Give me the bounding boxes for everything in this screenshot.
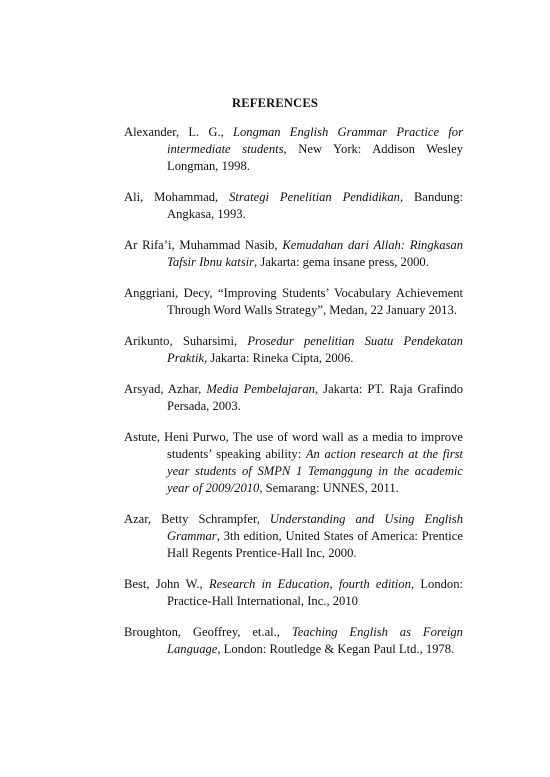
reference-title: Understanding and Using English Grammar bbox=[167, 512, 463, 543]
reference-title: Prosedur penelitian Suatu Pendekatan Praktik, bbox=[167, 334, 463, 365]
reference-text: Azar, Betty Schrampfer, bbox=[124, 512, 270, 526]
reference-list bbox=[124, 124, 463, 672]
reference-publisher: , London: Routledge & Kegan Paul Ltd., 1978. bbox=[217, 642, 455, 656]
reference-publisher: New York: Addison Wesley Longman, 1998. bbox=[167, 142, 464, 173]
reference-title: Teaching English as Foreign Language bbox=[167, 625, 463, 656]
reference-item bbox=[124, 511, 463, 562]
reference-text: Astute, Heni Purwo, The use of word wall as a media to improve students’ speaking ability: bbox=[124, 430, 463, 461]
reference-text: Anggriani, Decy, “Improving Students’ Vocabulary Achievement Through Word Walls Strategy”, Medan, 22 January 2013. bbox=[124, 286, 463, 317]
reference-item bbox=[124, 381, 463, 415]
reference-text: Broughton, Geoffrey, et.al., bbox=[124, 625, 292, 639]
reference-text: Best, John W., bbox=[124, 577, 209, 591]
reference-item bbox=[124, 285, 463, 319]
page-title: REFERENCES bbox=[231, 96, 319, 110]
reference-item bbox=[124, 237, 463, 271]
reference-publisher: , Jakarta: gema insane press, 2000. bbox=[254, 255, 429, 269]
reference-title: Research in Education, fourth edition, bbox=[208, 577, 415, 591]
reference-publisher: Semarang: UNNES, 2011. bbox=[262, 481, 399, 495]
reference-title: Kemudahan dari Allah: Ringkasan Tafsir Ibnu katsir bbox=[167, 238, 463, 269]
reference-publisher: London: Practice-Hall International, Inc., 2010 bbox=[167, 577, 464, 608]
reference-text: Arsyad, Azhar, bbox=[124, 382, 207, 396]
reference-publisher: , Jakarta: PT. Raja Grafindo Persada, 2003. bbox=[167, 382, 463, 413]
reference-title: Strategi Penelitian Pendidikan, bbox=[229, 190, 404, 204]
reference-title: An action research at the first year students of SMPN 1 Temanggung in the academic year of 2009/2010, bbox=[167, 447, 463, 495]
reference-item bbox=[124, 576, 463, 610]
reference-publisher: Bandung: Angkasa, 1993. bbox=[167, 190, 464, 221]
reference-publisher: , 3th edition, United States of America: Prentice Hall Regents Prentice-Hall Inc, 2000. bbox=[167, 529, 463, 560]
reference-text: Alexander, L. G., bbox=[124, 125, 233, 139]
reference-title: Longman English Grammar Practice for intermediate students, bbox=[167, 125, 463, 156]
reference-publisher: Jakarta: Rineka Cipta, 2006. bbox=[207, 351, 354, 365]
reference-item bbox=[124, 429, 463, 497]
reference-item bbox=[124, 624, 463, 658]
reference-item bbox=[124, 124, 463, 175]
reference-text: Arikunto, Suharsimi, bbox=[124, 334, 248, 348]
reference-title: Media Pembelajaran bbox=[206, 382, 315, 396]
reference-item bbox=[124, 333, 463, 367]
reference-text: Ar Rifa’i, Muhammad Nasib, bbox=[124, 238, 283, 252]
reference-text: Ali, Mohammad, bbox=[124, 190, 230, 204]
reference-item bbox=[124, 189, 463, 223]
